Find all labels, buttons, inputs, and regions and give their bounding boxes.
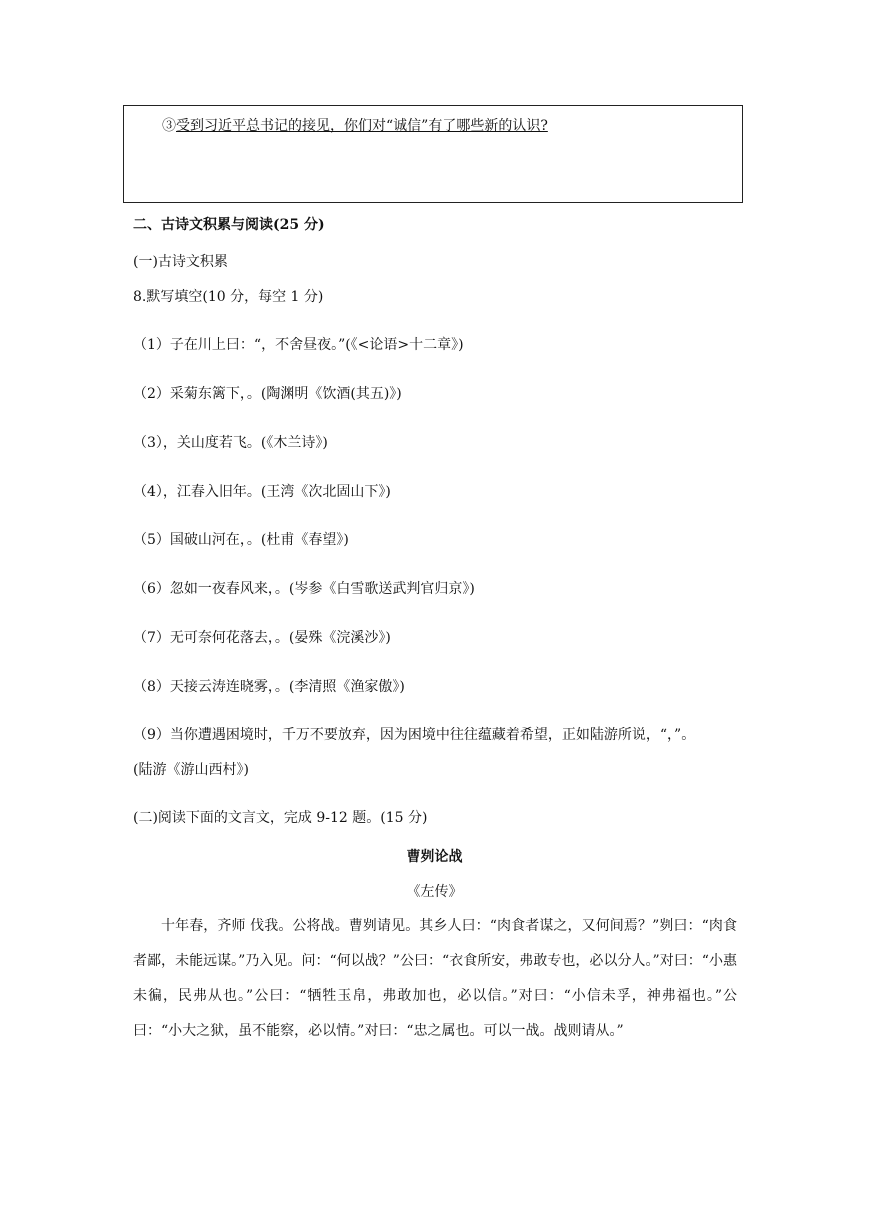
fill-item-1: （1）子在川上曰：“，不舍昼夜。”(《<论语>十二章》) <box>133 337 464 353</box>
fill-item-6: （6）忽如一夜春风来，。(岑参《白雪歌送武判官归京》) <box>133 581 475 597</box>
passage-body <box>133 909 737 1049</box>
question-text: 受到习近平总书记的接见，你们对“诚信”有了哪些新的认识? <box>176 118 548 134</box>
box-question <box>162 115 548 135</box>
answer-box <box>123 105 743 203</box>
passage-source: 《左传》 <box>406 884 463 900</box>
part-2-title: (二)阅读下面的文言文，完成 9-12 题。(15 分) <box>133 810 428 826</box>
fill-item-3: （3），关山度若飞。(《木兰诗》) <box>133 435 328 451</box>
fill-item-7: （7）无可奈何花落去，。(晏殊《浣溪沙》) <box>133 630 391 646</box>
passage-paragraph: 十年春，齐师 伐我。公将战。曹刿请见。其乡人曰：“肉食者谋之，又何间焉？”刿曰：“肉食者鄙，未能远谋。”乃入见。问：“何以战？”公曰：“衣食所安，弗敢专也，必以分人。”对曰：“小惠未徧，民弗从也。”公曰：“牺牲玉帛，弗敢加也，必以信。”对曰：“小信未孚，神弗福也。”公曰：“小大之狱，虽不能察，必以情。”对曰：“忠之属也。可以一战。战则请从。” <box>133 918 737 1039</box>
passage-title: 曹刿论战 <box>406 849 463 865</box>
part-1-title: (一)古诗文积累 <box>133 254 228 270</box>
fill-item-5: （5）国破山河在，。(杜甫《春望》) <box>133 532 349 548</box>
question-8-title: 8.默写填空(10 分，每空 1 分) <box>133 289 324 305</box>
fill-item-9-source: (陆游《游山西村》) <box>133 762 249 778</box>
fill-item-8: （8）天接云涛连晓雾，。(李清照《渔家傲》) <box>133 679 405 695</box>
fill-item-9: （9）当你遭遇困境时，千万不要放弃，因为困境中往往蕴藏着希望，正如陆游所说，“，”。 <box>133 727 696 743</box>
question-marker: ③ <box>162 118 176 134</box>
fill-item-2: （2）采菊东篱下，。(陶渊明《饮酒(其五)》) <box>133 386 402 402</box>
section-2-title: 二、古诗文积累与阅读(25 分) <box>133 217 325 233</box>
fill-item-4: （4），江春入旧年。(王湾《次北固山下》) <box>133 484 391 500</box>
